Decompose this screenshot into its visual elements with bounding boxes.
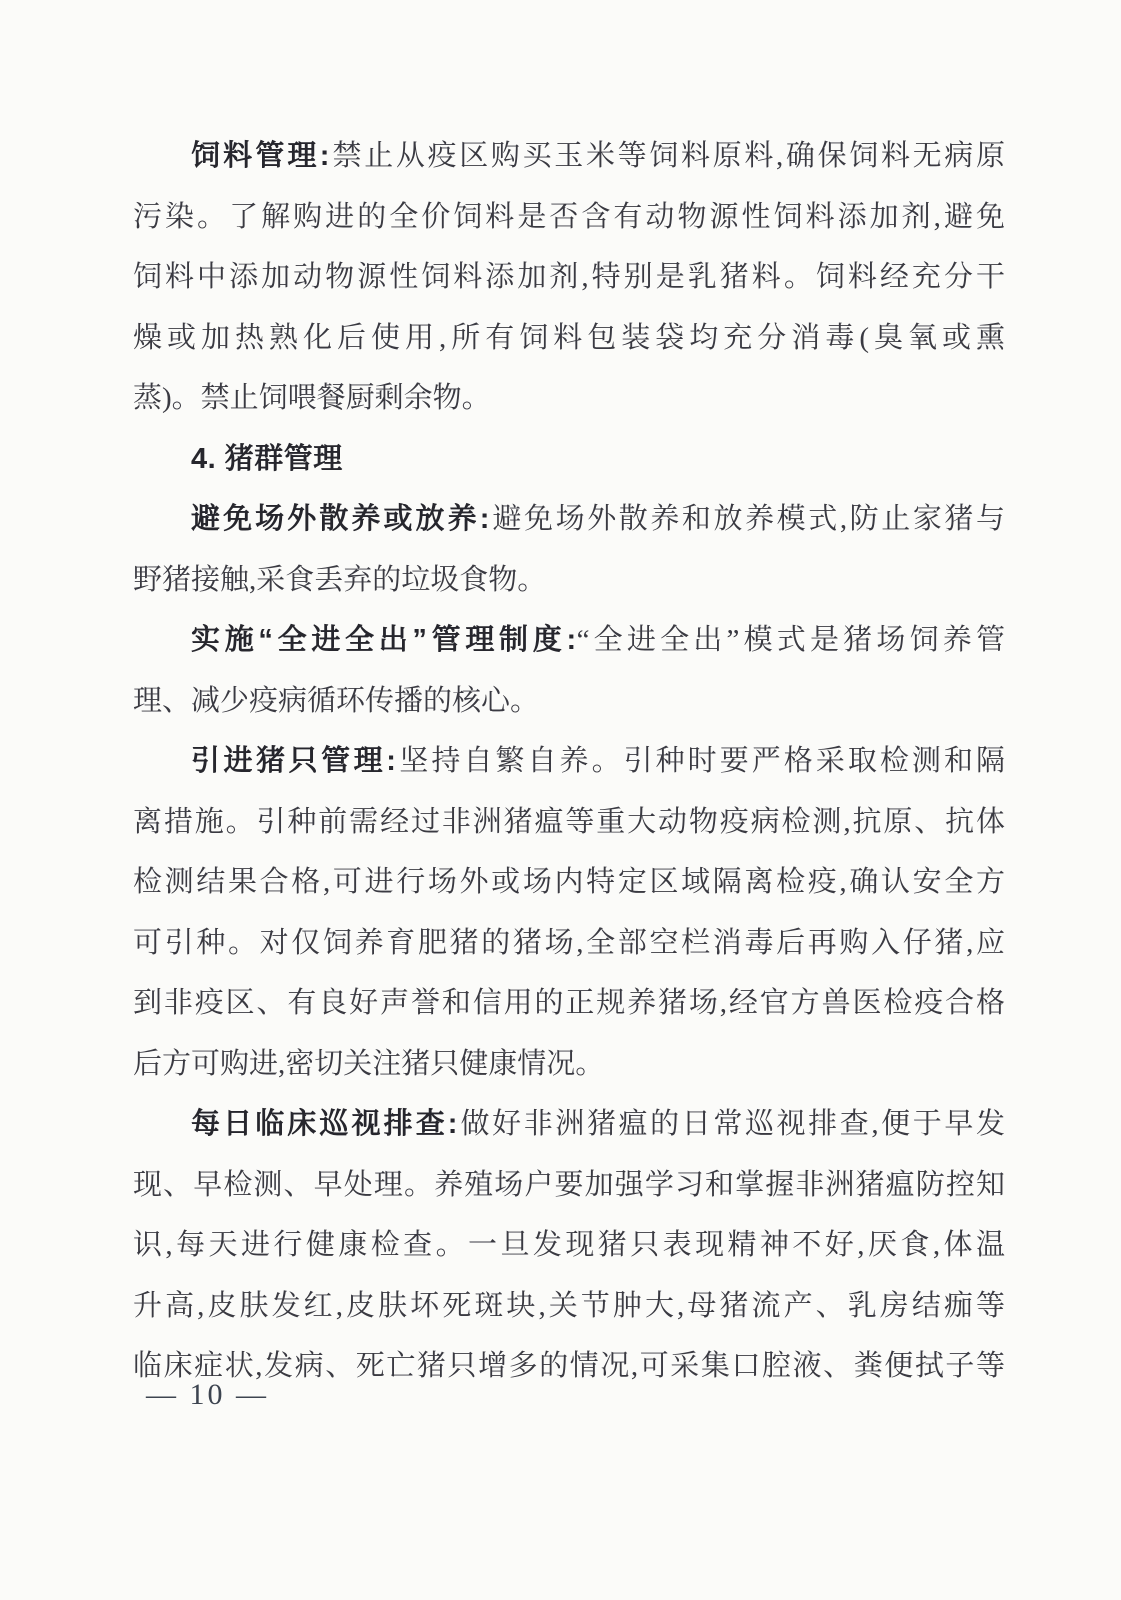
- lead-in-bold: 饲料管理:: [191, 140, 330, 172]
- text-line: [133, 852, 1005, 913]
- line-text: 升高,皮肤发红,皮肤坏死斑块,关节肿大,母猪流产、乳房结痂等: [133, 1289, 1005, 1322]
- heading-text: 4. 猪群管理: [191, 442, 343, 475]
- page-number: — 10 —: [146, 1378, 269, 1411]
- text-line: [133, 1034, 1005, 1095]
- line-text: 后方可购进,密切关注猪只健康情况。: [133, 1047, 605, 1080]
- text-line: [133, 308, 1005, 369]
- text-line: [133, 913, 1005, 974]
- text-line: [133, 126, 1005, 187]
- line-text: 检测结果合格,可进行场外或场内特定区域隔离检疫,确认安全方: [133, 866, 1005, 898]
- line-text: 可引种。对仅饲养育肥猪的猪场,全部空栏消毒后再购入仔猪,应: [133, 926, 1005, 959]
- text-line: [133, 792, 1005, 853]
- line-text: 离措施。引种前需经过非洲猪瘟等重大动物疫病检测,抗原、抗体: [133, 805, 1005, 838]
- lead-in-bold: 引进猪只管理:: [191, 745, 397, 777]
- text-line: [133, 247, 1005, 308]
- line-text: “全进全出”模式是猪场饲养管: [576, 624, 1005, 656]
- line-text: 临床症状,发病、死亡猪只增多的情况,可采集口腔液、粪便拭子等: [133, 1350, 1005, 1382]
- section-heading: [133, 429, 1005, 490]
- text-line: [133, 610, 1005, 671]
- lead-in-bold: 避免场外散养或放养:: [191, 503, 490, 535]
- line-text: 理、减少疫病循环传播的核心。: [133, 684, 540, 717]
- line-text: 做好非洲猪瘟的日常巡视排查,便于早发: [457, 1108, 1005, 1140]
- line-text: 燥或加热熟化后使用,所有饲料包装袋均充分消毒(臭氧或熏: [133, 321, 1005, 354]
- text-line: [133, 187, 1005, 248]
- text-line: [133, 368, 1005, 429]
- text-line: [133, 550, 1005, 611]
- line-text: 到非疫区、有良好声誉和信用的正规养猪场,经官方兽医检疫合格: [133, 987, 1005, 1019]
- line-text: 野猪接触,采食丢弃的垃圾食物。: [133, 563, 547, 596]
- text-line: [133, 1094, 1005, 1155]
- text-line: [133, 973, 1005, 1034]
- lead-in-bold: 每日临床巡视排查:: [191, 1108, 458, 1140]
- text-line: [133, 671, 1005, 732]
- text-line: [133, 731, 1005, 792]
- line-text: 现、早检测、早处理。养殖场户要加强学习和掌握非洲猪瘟防控知: [133, 1168, 1005, 1201]
- line-text: 识,每天进行健康检查。一旦发现猪只表现精神不好,厌食,体温: [133, 1229, 1005, 1261]
- line-text: 坚持自繁自养。引种时要严格采取检测和隔: [396, 745, 1005, 777]
- lead-in-bold: 实施“全进全出”管理制度:: [191, 624, 577, 656]
- line-text: 禁止从疫区购买玉米等饲料原料,确保饲料无病原: [329, 140, 1005, 172]
- text-line: [133, 1276, 1005, 1337]
- line-text: 避免场外散养和放养模式,防止家猪与: [489, 503, 1005, 535]
- text-line: [133, 1155, 1005, 1216]
- text-line: [133, 489, 1005, 550]
- line-text: 蒸)。禁止饲喂餐厨剩余物。: [133, 382, 491, 414]
- text-line: [133, 1215, 1005, 1276]
- line-text: 饲料中添加动物源性饲料添加剂,特别是乳猪料。饲料经充分干: [133, 261, 1005, 293]
- line-text: 污染。了解购进的全价饲料是否含有动物源性饲料添加剂,避免: [133, 200, 1005, 233]
- body-text: [133, 126, 1005, 1397]
